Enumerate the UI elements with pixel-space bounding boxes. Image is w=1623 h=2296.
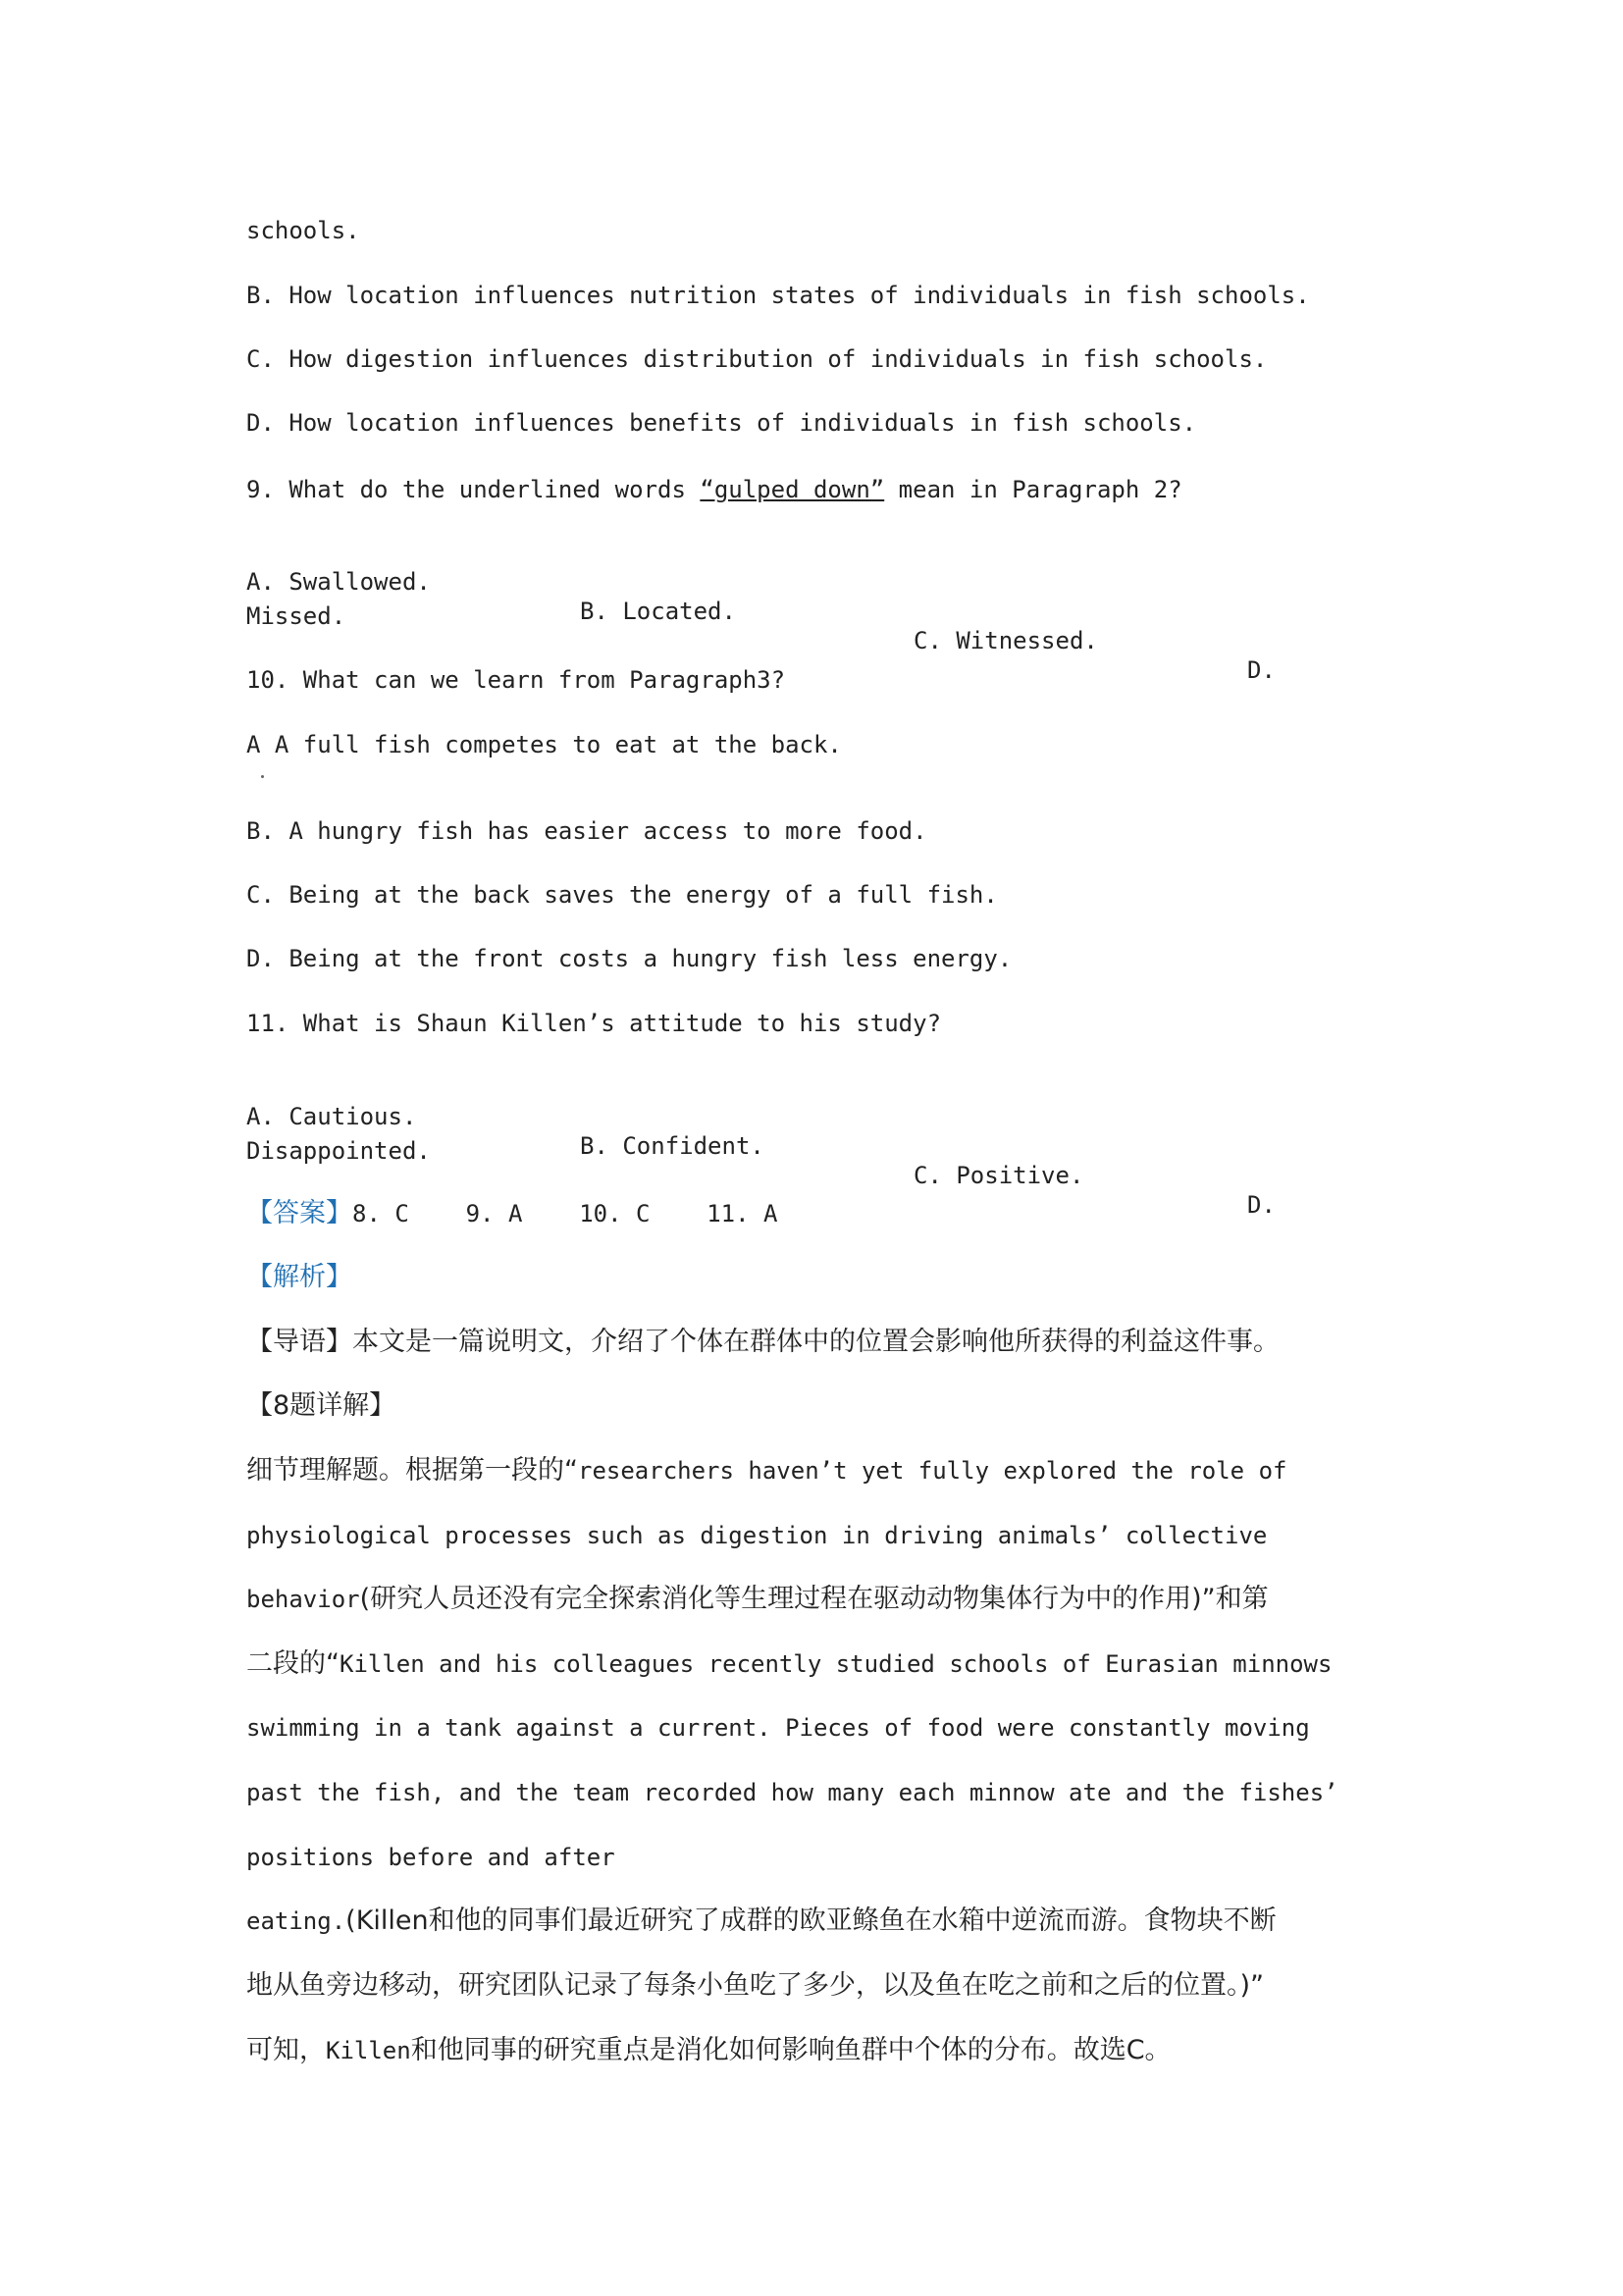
detail8-l3-en: behavior: [246, 1586, 360, 1613]
detail8-line-2: physiological processes such as digestion in driving animals’ collective: [246, 1522, 1268, 1549]
answer-line: [246, 1199, 777, 1228]
analysis-label-text: 【解析】: [246, 1262, 352, 1292]
answer-text: 8. C 9. A 10. C 11. A: [352, 1200, 778, 1227]
stray-dot: [261, 775, 264, 778]
q10-option-a: A A full fish competes to eat at the back.: [246, 731, 842, 758]
q9-option-a: A. Swallowed.: [246, 568, 431, 596]
q9-underlined-words: “gulped down”: [700, 476, 885, 503]
answer-label: 【答案】: [246, 1198, 352, 1228]
detail8-l10-cn-a: 可知，: [246, 2035, 326, 2065]
detail8-l8-en: eating.: [246, 1907, 346, 1935]
detail8-l4-en: Killen and his colleagues recently studied schools of Eurasian minnows: [340, 1650, 1333, 1678]
intro-text: 本文是一篇说明文，介绍了个体在群体中的位置会影响他所获得的利益这件事。: [352, 1327, 1280, 1357]
q8-option-c: C. How digestion influences distribution of individuals in fish schools.: [246, 345, 1268, 373]
q10-stem: 10. What can we learn from Paragraph3?: [246, 666, 786, 694]
q9-option-d-text: Missed.: [246, 602, 346, 630]
q9-option-b: B. Located.: [580, 598, 736, 625]
detail8-l1-en: researchers haven’t yet fully explored the role of: [578, 1457, 1287, 1485]
detail8-l8-cn: (Killen和他的同事们最近研究了成群的欧亚鲦鱼在水箱中逆流而游。食物块不断: [345, 1905, 1277, 1936]
analysis-label: [246, 1263, 352, 1292]
detail8-line-5: swimming in a tank against a current. Pieces of food were constantly moving: [246, 1714, 1310, 1742]
q9-stem-after: mean in Paragraph 2?: [884, 476, 1182, 503]
detail8-line-10: [246, 2036, 1172, 2065]
detail8-line-6: past the fish, and the team recorded how many each minnow ate and the fishes’: [246, 1779, 1338, 1806]
detail8-line-3: [246, 1585, 1269, 1614]
q10-option-d: D. Being at the front costs a hungry fish less energy.: [246, 945, 1013, 972]
q11-stem: 11. What is Shaun Killen’s attitude to his study?: [246, 1010, 942, 1037]
intro-label: 【导语】: [246, 1327, 352, 1357]
q8-option-b: B. How location influences nutrition states of individuals in fish schools.: [246, 282, 1310, 309]
q10-option-c: C. Being at the back saves the energy of a full fish.: [246, 881, 998, 909]
detail8-label: [246, 1391, 395, 1421]
detail8-l4-cn: 二段的“: [246, 1648, 340, 1679]
q11-option-b: B. Confident.: [580, 1132, 764, 1160]
intro-line: [246, 1328, 1280, 1357]
q8-option-a-tail: schools.: [246, 217, 360, 244]
detail8-line-8: [246, 1906, 1277, 1936]
detail8-l3-cn: (研究人员还没有完全探索消化等生理过程在驱动动物集体行为中的作用)”和第: [359, 1584, 1269, 1614]
q9-option-c: C. Witnessed.: [914, 627, 1098, 654]
detail8-line-7: positions before and after: [246, 1844, 615, 1871]
q10-option-b: B. A hungry fish has easier access to more food.: [246, 817, 927, 845]
q11-option-a: A. Cautious.: [246, 1103, 417, 1130]
detail8-label-text: 【8题详解】: [246, 1390, 396, 1421]
q8-option-d: D. How location influences benefits of individuals in fish schools.: [246, 409, 1197, 437]
detail8-l10-en: Killen: [326, 2037, 411, 2064]
detail8-l9-cn: 地从鱼旁边移动，研究团队记录了每条小鱼吃了多少，以及鱼在吃之前和之后的位置。)”: [246, 1970, 1265, 2001]
detail8-line-1: [246, 1456, 1286, 1486]
q11-option-c: C. Positive.: [914, 1162, 1084, 1189]
q9-stem: [246, 475, 1182, 504]
q9-option-d-letter: D.: [1247, 656, 1276, 684]
q9-stem-before: 9. What do the underlined words: [246, 476, 701, 503]
q11-option-d-text: Disappointed.: [246, 1137, 431, 1165]
q11-option-d-letter: D.: [1247, 1191, 1276, 1219]
detail8-line-4: [246, 1649, 1332, 1679]
detail8-line-9: [246, 1971, 1264, 2001]
detail8-l10-cn-b: 和他同事的研究重点是消化如何影响鱼群中个体的分布。故选C。: [410, 2035, 1172, 2065]
detail8-l1-cn: 细节理解题。根据第一段的“: [246, 1455, 578, 1486]
